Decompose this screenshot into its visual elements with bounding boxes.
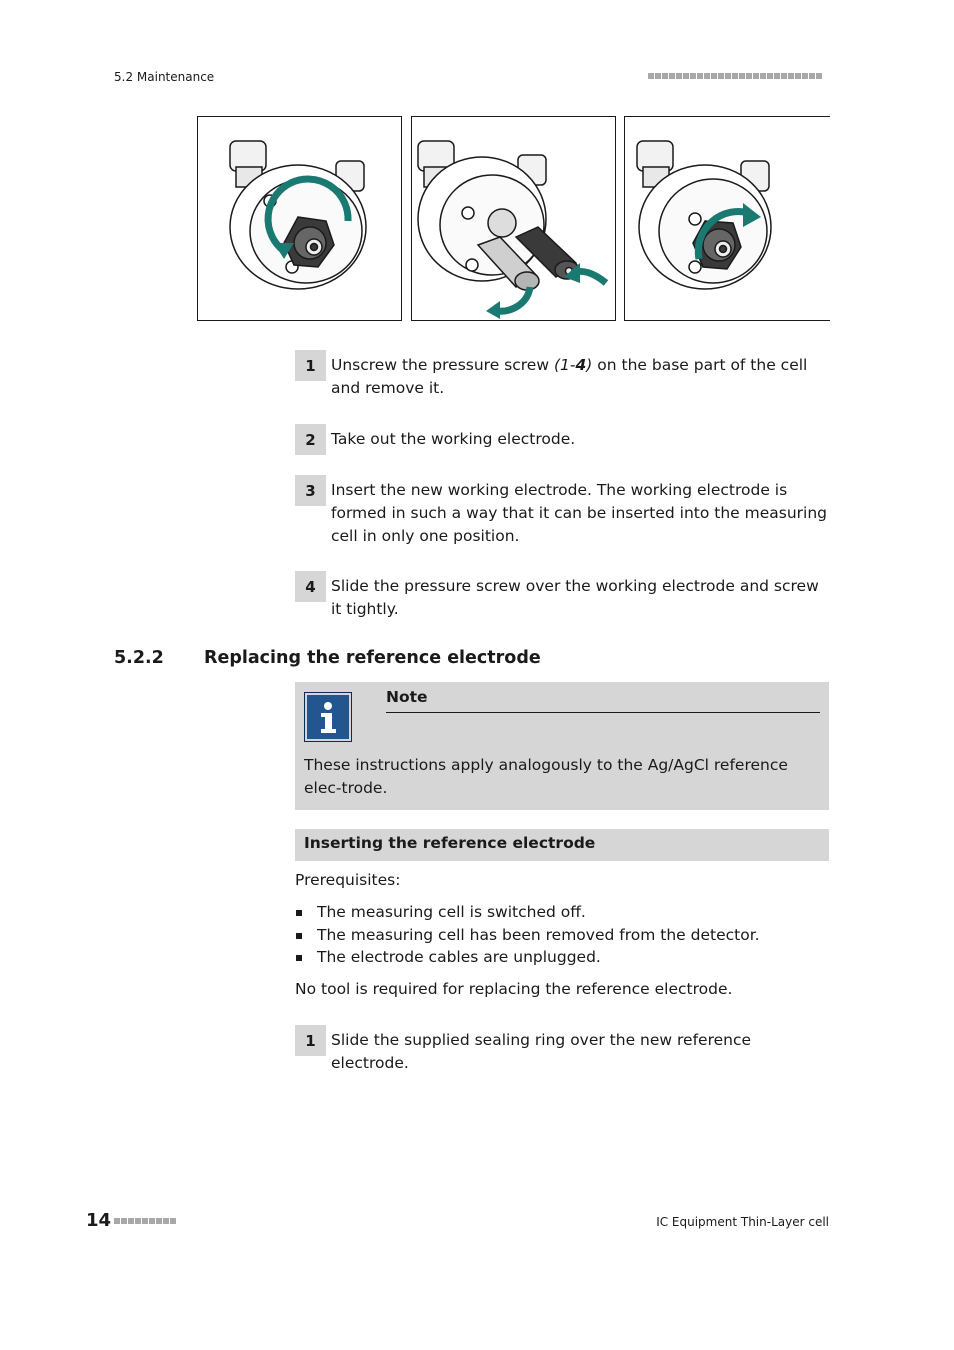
note-divider <box>386 712 820 713</box>
step-number: 1 <box>295 350 326 381</box>
page-number: 14 <box>86 1210 112 1231</box>
section-number: 5.2.2 <box>114 648 164 668</box>
no-tool-text: No tool is required for replacing the reference electrode. <box>295 980 733 998</box>
bullet-icon <box>296 955 302 961</box>
note-text: These instructions apply analogously to the Ag/AgCl reference elec-trode. <box>304 756 788 797</box>
step-number: 3 <box>295 475 326 506</box>
figure-panel-unscrew <box>197 116 402 321</box>
bullet-icon <box>296 910 302 916</box>
header-decorative-dots <box>648 73 822 79</box>
step-number: 4 <box>295 571 326 602</box>
step-text: Take out the working electrode. <box>331 430 576 448</box>
section-title: Replacing the reference electrode <box>204 648 541 668</box>
footer-decorative-dots <box>114 1218 176 1224</box>
step-number: 2 <box>295 424 326 455</box>
step-text: Slide the pressure screw over the working electrode and screw it tightly. <box>331 577 819 618</box>
running-header-section: 5.2 Maintenance <box>114 70 215 84</box>
step-text: Slide the supplied sealing ring over the new reference electrode. <box>331 1031 752 1072</box>
prerequisites-label: Prerequisites: <box>295 871 401 889</box>
subsection-title: Inserting the reference electrode <box>304 834 596 852</box>
info-icon <box>304 692 352 742</box>
step-number: 1 <box>295 1025 326 1056</box>
bullet-icon <box>296 933 302 939</box>
footer-document-title: IC Equipment Thin-Layer cell <box>656 1215 829 1229</box>
step-text: Insert the new working electrode. The working electrode is formed in such a way that it can be inserted into the measuring cell in only one position. <box>331 481 828 545</box>
figure-panel-screw-tight <box>624 116 830 321</box>
step-text: Unscrew the pressure screw (1-4) on the base part of the cell and remove it. <box>331 356 808 397</box>
note-title: Note <box>386 688 428 706</box>
figure-panel-remove-electrode <box>411 116 616 321</box>
